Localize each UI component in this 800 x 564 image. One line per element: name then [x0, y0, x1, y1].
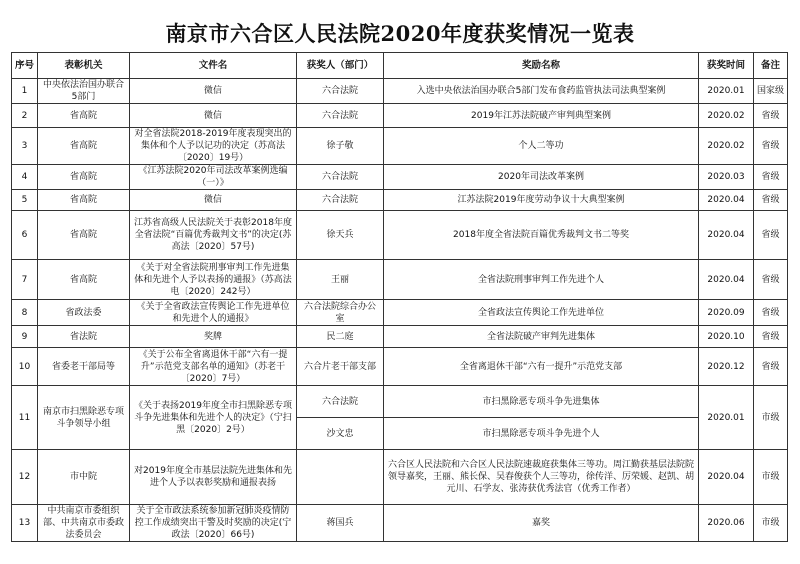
table-row [12, 386, 788, 418]
cell-winner: 王丽 [297, 260, 384, 300]
cell-award: 嘉奖 [384, 505, 699, 542]
table-row [12, 326, 788, 348]
cell-note: 省级 [754, 326, 788, 348]
cell-winner: 六合法院 [297, 190, 384, 211]
cell-time: 2020.10 [699, 326, 754, 348]
cell-note: 省级 [754, 348, 788, 386]
cell-award: 入选中央依法治国办联合5部门发布食药监管执法司法典型案例 [384, 79, 699, 104]
cell-org: 省法院 [38, 326, 130, 348]
cell-award: 全省离退休干部“六有一提升”示范党支部 [384, 348, 699, 386]
cell-note: 省级 [754, 260, 788, 300]
cell-award: 2018年度全省法院百篇优秀裁判文书二等奖 [384, 211, 699, 260]
cell-doc: 微信 [130, 190, 297, 211]
table-row [12, 104, 788, 128]
cell-org: 中央依法治国办联合5部门 [38, 79, 130, 104]
cell-note: 省级 [754, 104, 788, 128]
cell-note: 市级 [754, 450, 788, 505]
table-header-row [12, 53, 788, 79]
cell-winner: 徐子敬 [297, 128, 384, 165]
cell-winner: 沙文忠 [297, 418, 384, 450]
cell-no: 4 [12, 165, 38, 190]
cell-no: 6 [12, 211, 38, 260]
cell-no: 13 [12, 505, 38, 542]
cell-doc: 《关于对全省法院刑事审判工作先进集体和先进个人予以表扬的通报》（苏高法电〔2020〕242号） [130, 260, 297, 300]
cell-note: 省级 [754, 128, 788, 165]
table-row [12, 348, 788, 386]
cell-note: 省级 [754, 165, 788, 190]
cell-award: 个人二等功 [384, 128, 699, 165]
cell-no: 7 [12, 260, 38, 300]
cell-no: 12 [12, 450, 38, 505]
cell-no: 11 [12, 386, 38, 450]
cell-no: 8 [12, 300, 38, 326]
cell-org: 省政法委 [38, 300, 130, 326]
cell-note: 国家级 [754, 79, 788, 104]
cell-time: 2020.02 [699, 128, 754, 165]
cell-doc: 江苏省高级人民法院关于表彰2018年度全省法院“百篇优秀裁判文书”的决定(苏高法〔2020〕57号) [130, 211, 297, 260]
cell-winner: 民二庭 [297, 326, 384, 348]
cell-award: 全省法院破产审判先进集体 [384, 326, 699, 348]
cell-award: 市扫黑除恶专项斗争先进个人 [384, 418, 699, 450]
header-winner: 获奖人（部门） [297, 53, 384, 79]
cell-no: 10 [12, 348, 38, 386]
cell-award: 2020年司法改革案例 [384, 165, 699, 190]
cell-org: 南京市扫黑除恶专项斗争领导小组 [38, 386, 130, 450]
cell-time: 2020.06 [699, 505, 754, 542]
cell-award: 六合区人民法院和六合区人民法院速裁庭获集体三等功。周江勤获基层法院院领导嘉奖，王丽、熊长保、吴春俊获个人三等功，徐传洋、厉荣媛、赵凯、胡元川、石学友、张涛获优秀法官（优秀工作者） [384, 450, 699, 505]
cell-winner: 六合法院 [297, 79, 384, 104]
cell-winner: 六合法院 [297, 104, 384, 128]
cell-org: 中共南京市委组织部、中共南京市委政法委员会 [38, 505, 130, 542]
cell-note: 省级 [754, 211, 788, 260]
cell-award: 2019年江苏法院破产审判典型案例 [384, 104, 699, 128]
cell-winner: 徐天兵 [297, 211, 384, 260]
cell-doc: 对2019年度全市基层法院先进集体和先进个人予以表彰奖励和通报表扬 [130, 450, 297, 505]
table-row [12, 79, 788, 104]
cell-time: 2020.12 [699, 348, 754, 386]
cell-doc: 奖牌 [130, 326, 297, 348]
header-doc: 文件名 [130, 53, 297, 79]
cell-time: 2020.04 [699, 211, 754, 260]
cell-doc: 《关于表扬2019年度全市扫黑除恶专项斗争先进集体和先进个人的决定》（宁扫黑〔2020〕2号） [130, 386, 297, 450]
cell-no: 2 [12, 104, 38, 128]
header-no: 序号 [12, 53, 38, 79]
cell-org: 省高院 [38, 128, 130, 165]
cell-org: 省高院 [38, 260, 130, 300]
cell-org: 市中院 [38, 450, 130, 505]
cell-winner [297, 450, 384, 505]
cell-note: 市级 [754, 386, 788, 450]
cell-doc: 《关于公布全省离退休干部“六有一提升”示范党支部名单的通知》（苏老干〔2020〕7号） [130, 348, 297, 386]
cell-note: 省级 [754, 190, 788, 211]
table-row [12, 260, 788, 300]
cell-doc: 微信 [130, 79, 297, 104]
cell-no: 5 [12, 190, 38, 211]
cell-time: 2020.04 [699, 450, 754, 505]
header-org: 表彰机关 [38, 53, 130, 79]
header-note: 备注 [754, 53, 788, 79]
cell-no: 1 [12, 79, 38, 104]
cell-org: 省高院 [38, 104, 130, 128]
table-row [12, 211, 788, 260]
cell-no: 9 [12, 326, 38, 348]
cell-doc: 对全省法院2018-2019年度表现突出的集体和个人予以记功的决定（苏高法〔2020〕19号） [130, 128, 297, 165]
cell-org: 省高院 [38, 165, 130, 190]
cell-time: 2020.01 [699, 79, 754, 104]
cell-org: 省高院 [38, 211, 130, 260]
cell-time: 2020.02 [699, 104, 754, 128]
cell-time: 2020.04 [699, 260, 754, 300]
cell-award: 市扫黑除恶专项斗争先进集体 [384, 386, 699, 418]
cell-time: 2020.03 [699, 165, 754, 190]
table-row [12, 190, 788, 211]
cell-note: 省级 [754, 300, 788, 326]
header-time: 获奖时间 [699, 53, 754, 79]
table-row [12, 300, 788, 326]
cell-winner: 六合法院 [297, 165, 384, 190]
cell-org: 省高院 [38, 190, 130, 211]
cell-winner: 六合法院 [297, 386, 384, 418]
cell-doc: 关于全市政法系统参加新冠肺炎疫情防控工作成绩突出干警及时奖励的决定(宁政法〔2020〕66号) [130, 505, 297, 542]
cell-no: 3 [12, 128, 38, 165]
cell-award: 全省法院刑事审判工作先进个人 [384, 260, 699, 300]
award-table [11, 52, 788, 542]
cell-winner: 六合片老干部支部 [297, 348, 384, 386]
cell-doc: 《关于全省政法宣传舆论工作先进单位和先进个人的通报》 [130, 300, 297, 326]
cell-doc: 微信 [130, 104, 297, 128]
page-title: 南京市六合区人民法院2020年度获奖情况一览表 [165, 21, 635, 46]
table-row [12, 128, 788, 165]
cell-doc: 《江苏法院2020年司法改革案例选编（一）》 [130, 165, 297, 190]
cell-org: 省委老干部局等 [38, 348, 130, 386]
cell-winner: 蒋国兵 [297, 505, 384, 542]
table-row [12, 450, 788, 505]
cell-time: 2020.01 [699, 386, 754, 450]
cell-winner: 六合法院综合办公室 [297, 300, 384, 326]
cell-award: 江苏法院2019年度劳动争议十大典型案例 [384, 190, 699, 211]
cell-note: 市级 [754, 505, 788, 542]
header-award: 奖励名称 [384, 53, 699, 79]
cell-award: 全省政法宣传舆论工作先进单位 [384, 300, 699, 326]
cell-time: 2020.04 [699, 190, 754, 211]
cell-time: 2020.09 [699, 300, 754, 326]
table-row [12, 165, 788, 190]
table-row [12, 505, 788, 542]
